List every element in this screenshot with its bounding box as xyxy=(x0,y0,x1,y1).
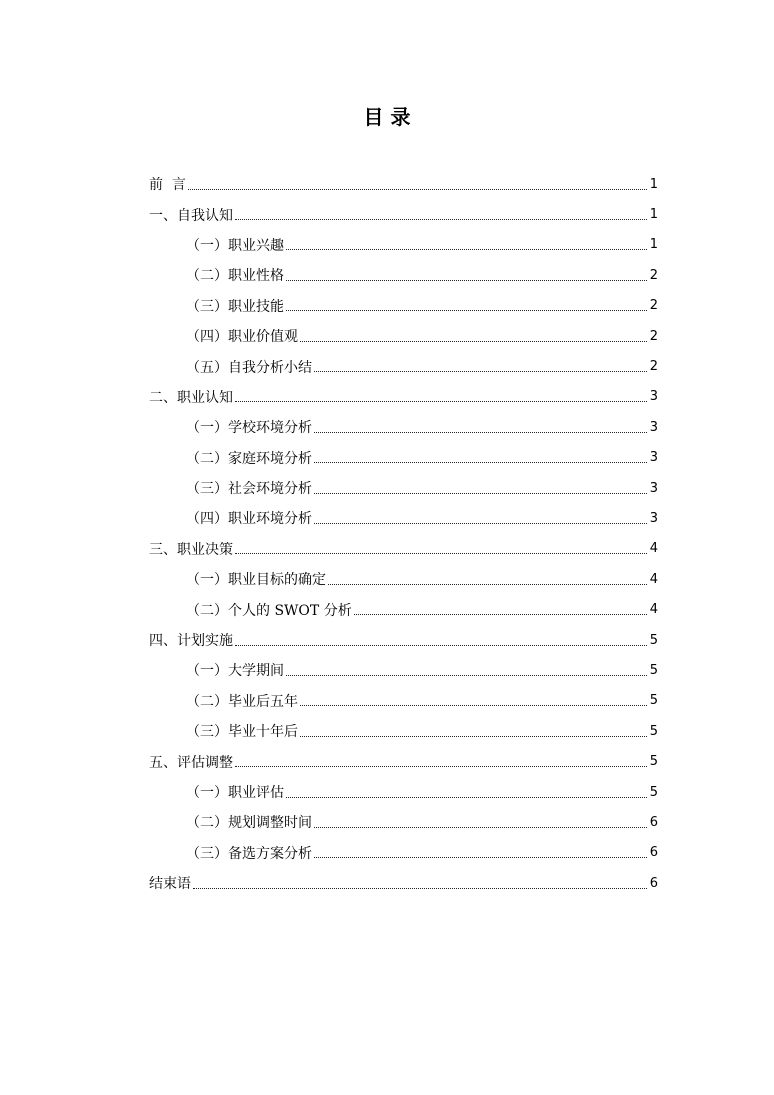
toc-entry[interactable] xyxy=(149,443,658,473)
toc-page-number: 3 xyxy=(649,419,658,435)
toc-entry[interactable] xyxy=(149,321,658,351)
toc-page-number: 1 xyxy=(649,176,658,192)
toc-entry[interactable] xyxy=(149,868,658,898)
toc-page-number: 6 xyxy=(649,875,658,891)
toc-entry-label: 三、职业决策 xyxy=(149,541,233,558)
toc-page-number: 5 xyxy=(649,662,658,678)
toc-entry-label: 四、计划实施 xyxy=(149,633,233,650)
toc-title: 目 录 xyxy=(363,105,411,129)
toc-entry-label: 五、评估调整 xyxy=(149,754,233,771)
toc-leader-dots xyxy=(235,766,647,767)
toc-page-number: 6 xyxy=(649,814,658,830)
toc-entry-label: （三）毕业十年后 xyxy=(186,724,298,741)
toc-entry-label: （二）毕业后五年 xyxy=(186,693,298,710)
toc-entry-label: （三）备选方案分析 xyxy=(186,845,312,862)
toc-entry[interactable] xyxy=(149,473,658,503)
toc-page-number: 2 xyxy=(649,359,658,375)
toc-entry-label: （一）职业兴趣 xyxy=(186,237,284,254)
toc-entry[interactable] xyxy=(149,777,658,807)
toc-entry[interactable] xyxy=(149,686,658,716)
toc-page-number: 4 xyxy=(649,602,658,618)
toc-leader-dots xyxy=(286,280,647,281)
toc-leader-dots xyxy=(235,219,647,220)
toc-leader-dots xyxy=(188,189,647,190)
toc-entry-label: （四）职业价值观 xyxy=(186,329,298,346)
toc-leader-dots xyxy=(300,341,647,342)
toc-entry[interactable] xyxy=(149,260,658,290)
toc-leader-dots xyxy=(314,827,647,828)
toc-entry[interactable] xyxy=(149,838,658,868)
toc-entry[interactable] xyxy=(149,230,658,260)
toc-entry[interactable] xyxy=(149,503,658,533)
toc-page-number: 3 xyxy=(649,389,658,405)
toc-leader-dots xyxy=(314,432,647,433)
toc-entry[interactable] xyxy=(149,169,658,199)
toc-entry-label: （三）社会环境分析 xyxy=(186,481,312,498)
toc-page-number: 1 xyxy=(649,207,658,223)
toc-entry[interactable] xyxy=(149,351,658,381)
toc-entry-label: （二）个人的 SWOT 分析 xyxy=(186,602,352,619)
toc-entry-label: 一、自我认知 xyxy=(149,207,233,224)
toc-entry-label: （三）职业技能 xyxy=(186,298,284,315)
toc-page-number: 3 xyxy=(649,450,658,466)
toc-entry-label: 二、职业认知 xyxy=(149,389,233,406)
table-of-contents xyxy=(149,169,658,898)
toc-page-number: 5 xyxy=(649,723,658,739)
toc-entry[interactable] xyxy=(149,594,658,624)
toc-leader-dots xyxy=(300,705,647,706)
toc-entry[interactable] xyxy=(149,199,658,229)
toc-page-number: 5 xyxy=(649,632,658,648)
toc-page-number: 5 xyxy=(649,784,658,800)
toc-entry-label: （一）职业评估 xyxy=(186,785,284,801)
toc-entry[interactable] xyxy=(149,534,658,564)
toc-leader-dots xyxy=(286,675,647,676)
toc-entry[interactable] xyxy=(149,291,658,321)
toc-entry-label: （四）职业环境分析 xyxy=(186,511,312,528)
toc-page-number: 3 xyxy=(649,480,658,496)
toc-entry[interactable] xyxy=(149,716,658,746)
toc-leader-dots xyxy=(314,857,647,858)
toc-leader-dots xyxy=(286,249,647,250)
toc-entry-label: 前 言 xyxy=(149,177,186,194)
toc-leader-dots xyxy=(286,797,647,798)
toc-page-number: 4 xyxy=(649,541,658,557)
toc-entry[interactable] xyxy=(149,564,658,594)
toc-leader-dots xyxy=(314,371,647,372)
toc-entry[interactable] xyxy=(149,412,658,442)
toc-entry-label: （一）学校环境分析 xyxy=(186,420,312,437)
toc-leader-dots xyxy=(286,310,647,311)
toc-entry-label: （一）职业目标的确定 xyxy=(186,572,326,589)
toc-leader-dots xyxy=(314,493,647,494)
toc-page-number: 5 xyxy=(649,754,658,770)
toc-entry[interactable] xyxy=(149,746,658,776)
toc-leader-dots xyxy=(235,553,647,554)
toc-page-number: 6 xyxy=(649,845,658,861)
toc-page-number: 5 xyxy=(649,693,658,709)
toc-entry[interactable] xyxy=(149,625,658,655)
toc-leader-dots xyxy=(354,614,647,615)
toc-leader-dots xyxy=(314,462,647,463)
toc-page-number: 2 xyxy=(649,267,658,283)
toc-leader-dots xyxy=(193,888,647,889)
toc-entry-label: 结束语 xyxy=(149,876,191,893)
toc-entry-label: （二）规划调整时间 xyxy=(186,815,312,832)
toc-entry-label: （二）职业性格 xyxy=(186,268,284,285)
toc-leader-dots xyxy=(314,523,647,524)
toc-page-number: 2 xyxy=(649,328,658,344)
toc-entry-label: （五）自我分析小结 xyxy=(186,359,312,376)
toc-leader-dots xyxy=(235,401,647,402)
toc-page-number: 1 xyxy=(649,237,658,253)
toc-leader-dots xyxy=(300,736,647,737)
toc-page-number: 4 xyxy=(649,571,658,587)
toc-page-number: 2 xyxy=(649,298,658,314)
toc-entry[interactable] xyxy=(149,655,658,685)
toc-entry-label: （二）家庭环境分析 xyxy=(186,450,312,467)
toc-page-number: 3 xyxy=(649,510,658,526)
toc-leader-dots xyxy=(328,584,647,585)
toc-entry[interactable] xyxy=(149,807,658,837)
toc-entry[interactable] xyxy=(149,382,658,412)
toc-leader-dots xyxy=(235,645,647,646)
toc-entry-label: （一）大学期间 xyxy=(186,663,284,680)
